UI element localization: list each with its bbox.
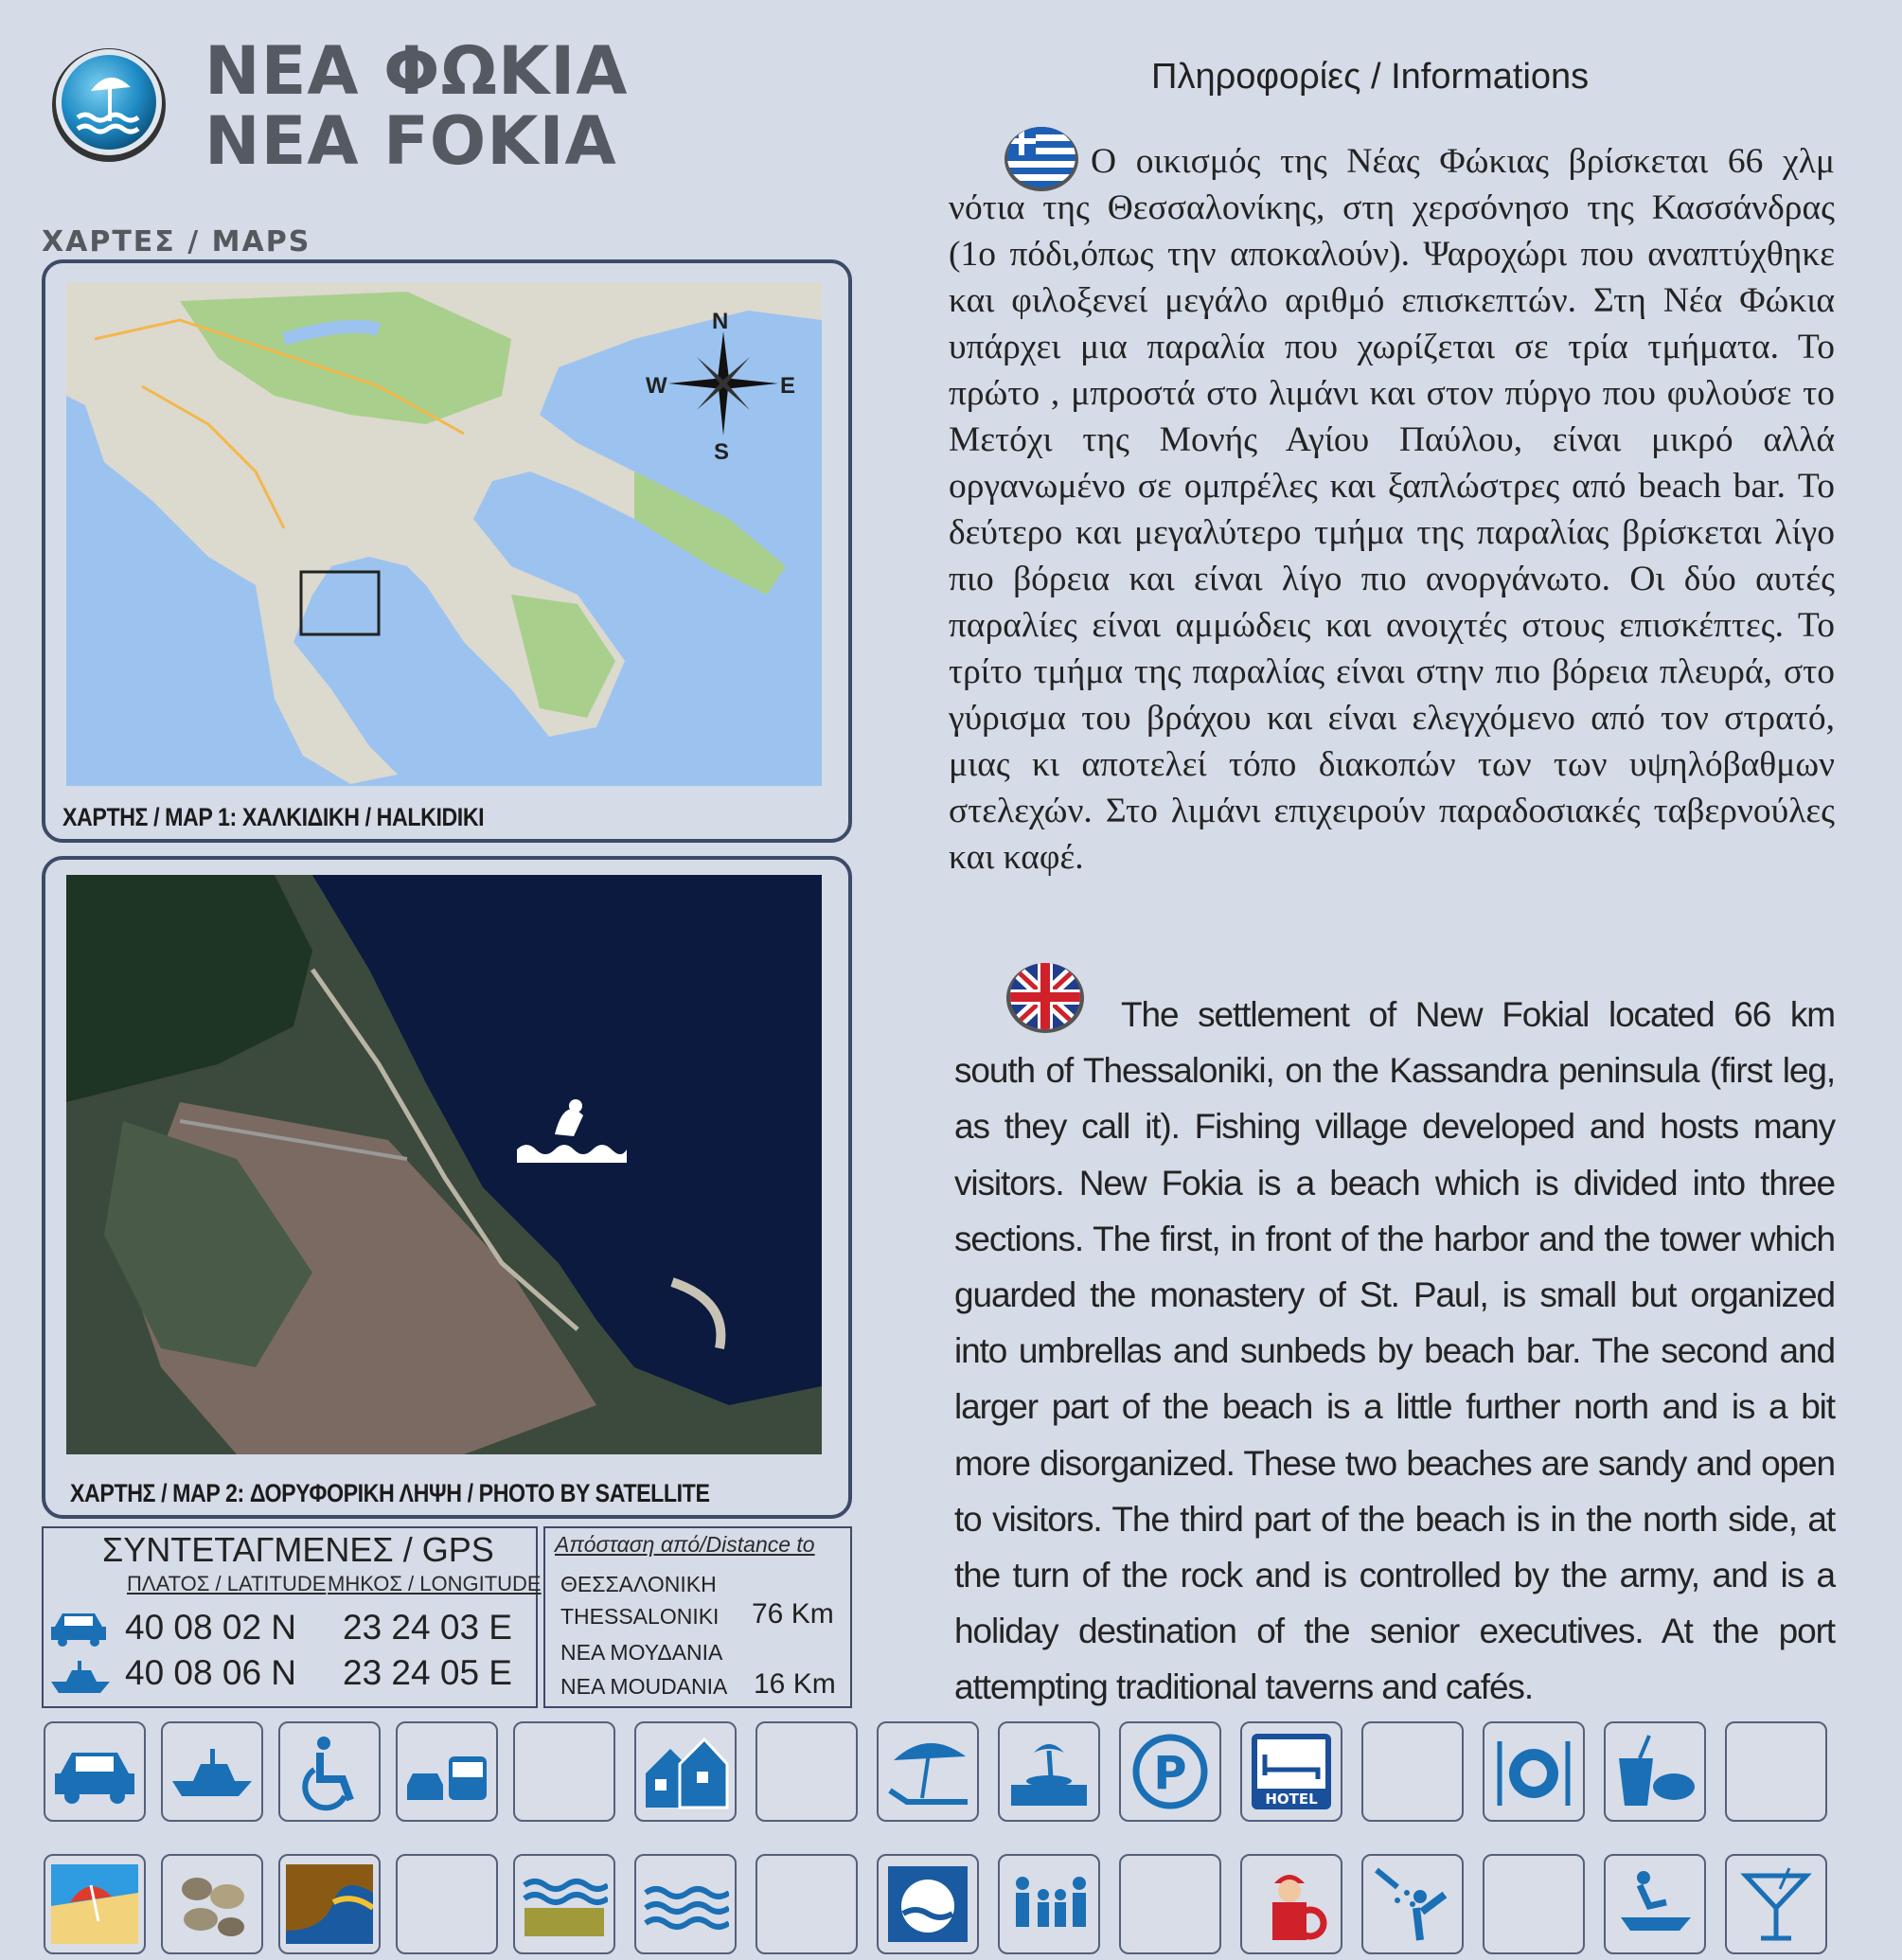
fast-food-icon <box>1611 1732 1698 1811</box>
gps-title: ΣΥΝΤΕΤΑΓΜΕΝΕΣ / GPS <box>102 1530 494 1569</box>
longitude-label: ΜΗΚΟΣ / LONGITUDE <box>328 1572 542 1595</box>
distance-place2-english: NEA MOUDANIA <box>560 1674 728 1699</box>
deep-water-tile <box>634 1854 737 1954</box>
maps-heading: ΧΑΡΤΕΣ / MAPS <box>42 225 311 258</box>
jet-ski-tile <box>1604 1854 1706 1954</box>
fast-food-tile <box>1604 1721 1706 1822</box>
pebble-beach-tile <box>161 1854 263 1954</box>
island-tile <box>998 1721 1100 1822</box>
blue-flag-tile <box>877 1854 979 1954</box>
deep-water-icon <box>642 1864 729 1944</box>
english-description: The settlement of New Fokial located 66 km south of Thessaloniki, on the Kassandra peninsula (first leg, as they call it). Fishing village developed and hosts many visitors. New Fokia is a beach which is divided into three sections. The first, in front of the harbor and the tower which guarded the monastery of St. Paul, is small but organized into umbrellas and sunbeds by beach bar. The second and larger part of the beach is a little further north and is a bit more disorganized. These two beaches are sandy and open to visitors. The third part of the beach is in the north side, at the turn of the rock and is controlled by the army, and is a holiday destination of the senior executives. At the port attempting traditional taverns and cafés. <box>954 995 1835 1707</box>
latitude-label: ΠΛΑΤΟΣ / LATITUDE <box>127 1572 327 1595</box>
hotel-tile <box>1240 1721 1342 1822</box>
distance-place1-greek: ΘΕΣΣΑΛΟΝΙΚΗ <box>560 1572 717 1596</box>
blue-flag-icon <box>884 1864 971 1944</box>
wheelchair-icon <box>286 1732 373 1811</box>
info-title: Πληροφορίες / Informations <box>1151 57 1590 97</box>
compass-e: E <box>780 373 796 399</box>
boat-longitude: 23 24 05 E <box>343 1653 512 1692</box>
title-greek: ΝΕΑ ΦΩΚΙΑ <box>204 32 629 110</box>
distance-heading: Απόσταση από/Distance to <box>555 1532 815 1557</box>
lifeguard-icon <box>1248 1864 1335 1944</box>
map1-caption: ΧΑΡΤΗΣ / MAP 1: ΧΑΛΚΙΔΙΚΗ / HALKIDIKI <box>62 803 485 831</box>
compass-s: S <box>714 439 730 465</box>
lifeguard-tile <box>1240 1854 1342 1954</box>
jet-ski-icon <box>1611 1864 1698 1944</box>
hotel-bed-icon <box>1248 1732 1335 1811</box>
sandy-beach-icon <box>51 1864 138 1944</box>
rocky-coast-icon <box>286 1864 373 1944</box>
umbrella-sunbed-tile <box>877 1721 979 1822</box>
rocky-beach-tile <box>278 1854 381 1954</box>
svg-text:P: P <box>1153 1747 1187 1800</box>
family-tile <box>998 1854 1100 1954</box>
pebbles-icon <box>169 1864 256 1944</box>
distance-place1-km: 76 Km <box>752 1598 834 1630</box>
parking-tile <box>1119 1721 1221 1822</box>
distance-place2-km: 16 Km <box>754 1668 836 1700</box>
swimmer-icon <box>517 1096 627 1163</box>
cocktail-bar-tile <box>1725 1854 1827 1954</box>
beach-umbrella-logo-icon <box>49 45 169 165</box>
empty-tile <box>1483 1854 1585 1954</box>
title-latin: NEA FOKIA <box>204 102 617 180</box>
svg-text:HOTEL: HOTEL <box>1265 1791 1318 1808</box>
taxi-bus-icon <box>403 1732 490 1811</box>
shallow-water-icon <box>521 1864 608 1944</box>
distance-place2-greek: ΝΕΑ ΜΟΥΔΑΝΙΑ <box>560 1640 723 1665</box>
distance-place1-english: THESSALONIKI <box>560 1604 720 1629</box>
sandy-beach-tile <box>44 1854 146 1954</box>
empty-tile <box>755 1721 858 1822</box>
accessibility-tile <box>278 1721 381 1822</box>
accommodation-tile <box>634 1721 737 1822</box>
parking-icon <box>1127 1732 1214 1811</box>
empty-tile <box>396 1854 498 1954</box>
car-latitude: 40 08 02 N <box>125 1608 297 1647</box>
car-icon <box>51 1732 138 1811</box>
boat-icon <box>49 1659 112 1695</box>
empty-tile <box>513 1721 615 1822</box>
compass-n: N <box>712 309 729 334</box>
umbrella-sunbed-icon <box>884 1732 971 1811</box>
family-icon <box>1005 1864 1093 1944</box>
shower-tile <box>1361 1854 1464 1954</box>
taxi-bus-tile <box>396 1721 498 1822</box>
car-icon <box>49 1608 108 1648</box>
plate-cutlery-icon <box>1490 1732 1577 1811</box>
empty-tile <box>755 1854 858 1954</box>
boat-icon <box>169 1732 256 1811</box>
restaurant-tile <box>1483 1721 1585 1822</box>
empty-tile <box>1361 1721 1464 1822</box>
cocktail-glass-icon <box>1733 1864 1820 1944</box>
houses-icon <box>642 1732 729 1811</box>
boat-latitude: 40 08 06 N <box>125 1653 297 1692</box>
shallow-water-tile <box>513 1854 615 1954</box>
empty-tile <box>1725 1721 1827 1822</box>
page-title <box>204 32 629 180</box>
satellite-photo <box>66 875 822 1454</box>
greek-description: Ο οικισμός της Νέας Φώκιας βρίσκεται 66 χλμ νότια της Θεσσαλονίκης, στη χερσόνησο της Κασσάνδρας (1ο πόδι,όπως την αποκαλούν). Ψαροχώρι που αναπτύχθηκε και φιλοξενεί μεγάλο αριθμό επισκεπτών. Στη Νέα Φώκια υπάρχει μια παραλία που χωρίζεται σε τρία τμήματα. Το πρώτο , μπροστά στο λιμάνι και στον πύργο που φυλούσε το Μετόχι της Μονής Αγίου Παύλου, είναι μικρό αλλά οργανωμένο σε ομπρέλες και ξαπλώστρες από beach bar. Το δεύτερο και μεγαλύτερο τμήμα της παραλίας βρίσκεται λίγο πιο βόρεια και είναι λίγο πιο ανοργάνωτο. Οι δύο αυτές παραλίες είναι αμμώδεις και ανοιχτές στους επισκέπτες. Το τρίτο τμήμα της παραλίας είναι στην πιο βόρεια πλευρά, στο γύρισμα του βράχου και είναι ελεγχόμενο από τον στρατό, μιας κι αποτελεί τόπο διακοπών των των υψηλόβαθμων στελεχών. Στο λιμάνι επιχειρούν παραδοσιακές ταβερνούλες και καφέ. <box>949 142 1835 877</box>
compass-w: W <box>646 373 667 399</box>
palm-island-icon <box>1005 1732 1093 1811</box>
empty-tile <box>1119 1854 1221 1954</box>
map2-caption: ΧΑΡΤΗΣ / MAP 2: ΔΟΡΥΦΟΡΙΚΗ ΛΗΨΗ / PHOTO BY SATELLITE <box>70 1479 710 1507</box>
car-access-tile <box>44 1721 146 1822</box>
boat-access-tile <box>161 1721 263 1822</box>
shower-icon <box>1369 1864 1456 1944</box>
car-longitude: 23 24 03 E <box>343 1608 512 1647</box>
